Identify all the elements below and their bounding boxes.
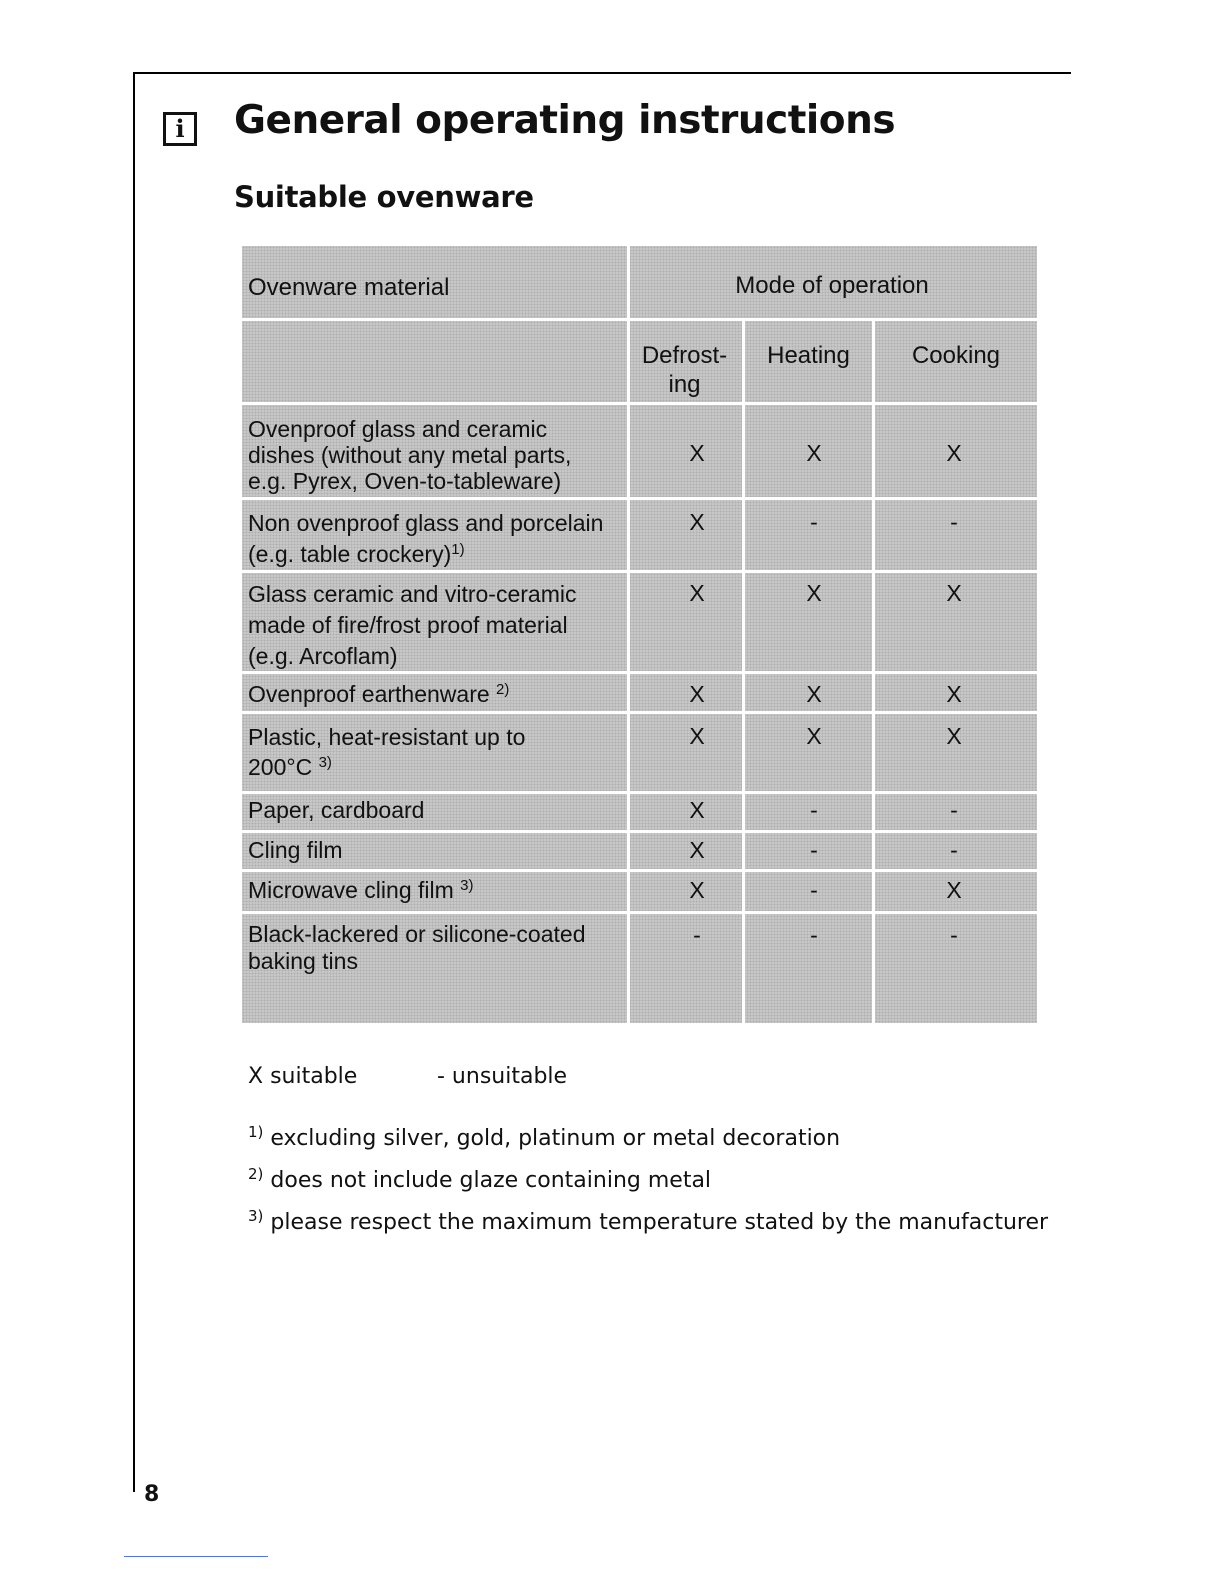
table-divider	[242, 911, 1037, 914]
header-ovenware-material: Ovenware material	[248, 274, 450, 301]
col-header-cooking: Cooking	[911, 342, 1001, 369]
cooking-mark: -	[950, 922, 958, 948]
header-mode-of-operation: Mode of operation	[735, 272, 929, 299]
cooking-mark: X	[946, 723, 962, 749]
heating-mark: -	[810, 877, 818, 903]
legend-unsuitable: - unsuitable	[437, 1064, 568, 1089]
page-title: General operating instructions	[234, 98, 896, 143]
defrost-mark: -	[693, 922, 701, 948]
defrost-mark: X	[689, 681, 705, 707]
ovenware-table	[242, 246, 1037, 1023]
col-header-defrosting	[627, 341, 742, 399]
material-line: Non ovenproof glass and porcelain	[248, 510, 604, 536]
footnote-text: excluding silver, gold, platinum or metal decoration	[270, 1126, 841, 1151]
cooking-mark: X	[946, 440, 962, 466]
material-line: e.g. Pyrex, Oven-to-tableware)	[248, 468, 562, 494]
table-row-material: Microwave cling film $^{3)}$	[248, 877, 474, 903]
table-row-material	[248, 508, 630, 570]
table-row-material: Ovenproof earthenware $^{2)}$	[248, 681, 510, 707]
info-icon	[163, 112, 197, 146]
material-line: Plastic, heat-resistant up to	[248, 724, 526, 750]
heating-mark: X	[806, 440, 822, 466]
footnote-mark: 3)	[248, 1207, 264, 1225]
table-divider	[242, 318, 1037, 321]
heating-mark: X	[806, 681, 822, 707]
cooking-mark: X	[946, 877, 962, 903]
cooking-mark: X	[946, 580, 962, 606]
table-divider	[242, 570, 1037, 573]
heating-mark: -	[810, 509, 818, 535]
table-divider	[242, 791, 1037, 794]
footnote-2	[248, 1165, 712, 1193]
material-line: (e.g. table crockery)$^{1)}$	[248, 541, 465, 567]
material-line: Ovenproof glass and ceramic	[248, 416, 548, 442]
table-row-material: Cling film	[248, 837, 343, 863]
defrost-mark: X	[689, 580, 705, 606]
info-icon-glyph: i	[175, 114, 185, 143]
footnote-1	[248, 1123, 841, 1151]
section-title: Suitable ovenware	[234, 180, 534, 214]
footnote-mark: 1)	[248, 1123, 264, 1141]
page-number: 8	[144, 1482, 160, 1507]
table-divider	[242, 869, 1037, 872]
footnote-ref: 3)	[460, 877, 474, 894]
cooking-mark: -	[950, 797, 958, 823]
cooking-mark: -	[950, 509, 958, 535]
cooking-mark: -	[950, 837, 958, 863]
bottom-rule	[124, 1556, 268, 1557]
footnote-text: does not include glaze containing metal	[270, 1168, 712, 1193]
material-line: 200°C $^{3)}$	[248, 754, 332, 780]
defrost-mark: X	[689, 440, 705, 466]
heating-mark: X	[806, 723, 822, 749]
table-row-material	[248, 921, 630, 975]
footnote-ref: 1)	[451, 541, 465, 558]
footnote-mark: 2)	[248, 1165, 264, 1183]
table-row-material	[248, 416, 630, 494]
material-line: Glass ceramic and vitro-ceramic	[248, 581, 577, 607]
table-divider	[242, 402, 1037, 405]
footnote-ref: 3)	[318, 754, 332, 771]
heating-mark: -	[810, 797, 818, 823]
footnote-ref: 2)	[496, 681, 510, 698]
col-header-defrosting-line1: Defrost-	[641, 342, 728, 369]
footnote-text: please respect the maximum temperature stated by the manufacturer	[270, 1210, 1049, 1235]
defrost-mark: X	[689, 797, 705, 823]
table-divider	[242, 711, 1037, 714]
defrost-mark: X	[689, 509, 705, 535]
material-line: dishes (without any metal parts,	[248, 442, 572, 468]
material-line: made of fire/frost proof material	[248, 612, 568, 638]
top-rule	[133, 72, 1071, 74]
defrost-mark: X	[689, 723, 705, 749]
heating-mark: X	[806, 580, 822, 606]
cooking-mark: X	[946, 681, 962, 707]
material-line: Black-lackered or silicone-coated	[248, 921, 586, 947]
material-line: baking tins	[248, 948, 358, 974]
material-line: (e.g. Arcoflam)	[248, 643, 398, 669]
table-row-material	[248, 579, 630, 672]
left-margin-rule	[133, 72, 135, 1492]
footnote-3	[248, 1207, 1049, 1235]
defrost-mark: X	[689, 877, 705, 903]
table-divider	[242, 830, 1037, 833]
heating-mark: -	[810, 922, 818, 948]
col-header-heating: Heating	[767, 342, 850, 369]
col-header-defrosting-line2: ing	[668, 371, 701, 398]
heating-mark: -	[810, 837, 818, 863]
defrost-mark: X	[689, 837, 705, 863]
table-row-material	[248, 722, 630, 782]
legend-suitable: X suitable	[248, 1064, 358, 1089]
table-divider	[242, 497, 1037, 500]
table-row-material: Paper, cardboard	[248, 797, 425, 823]
